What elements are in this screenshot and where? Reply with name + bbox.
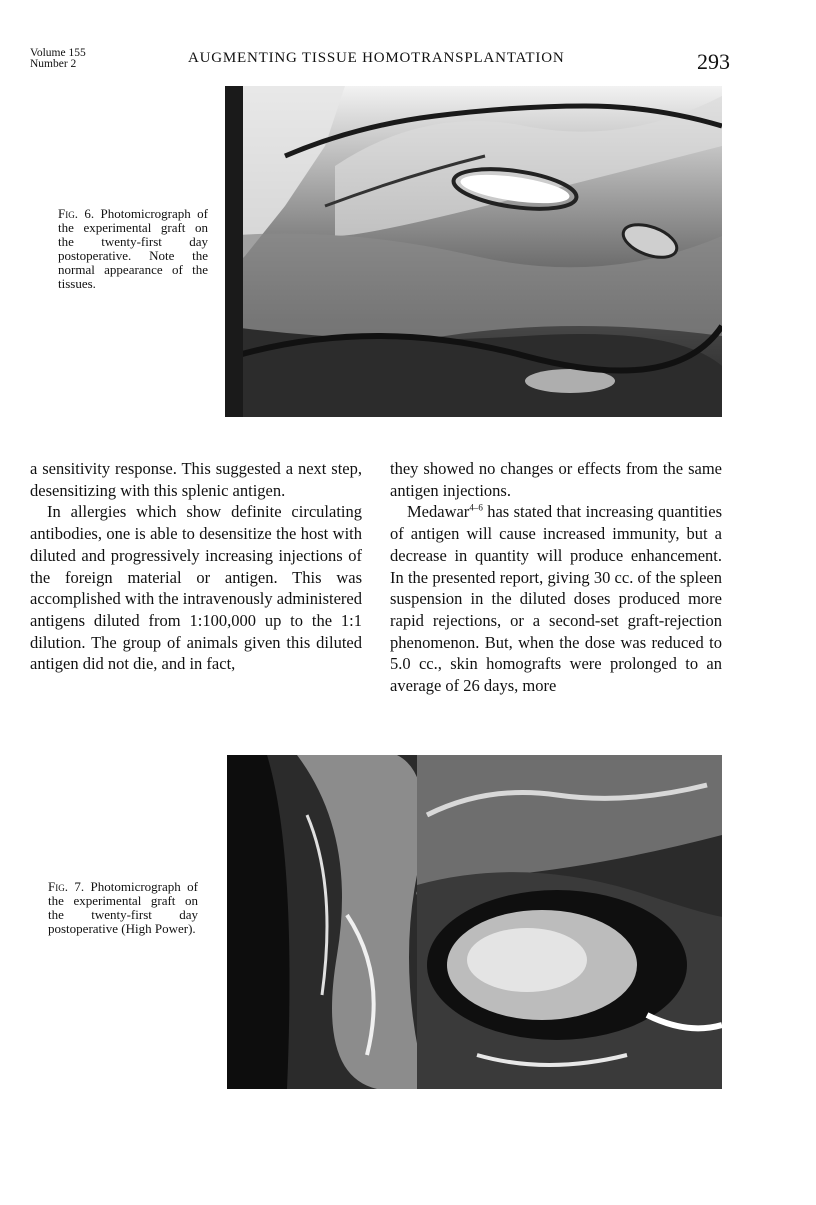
paragraph: a sensitivity response. This suggested a next step, desensitizing with this splenic antigen.: [30, 459, 362, 500]
figure-6-photomicrograph: [225, 86, 722, 417]
body-left-column: [30, 458, 362, 675]
figure-7-label: Fig. 7.: [48, 879, 85, 894]
volume-label: Volume 155: [30, 47, 86, 59]
paragraph: they showed no changes or effects from the same antigen injections.: [390, 459, 722, 500]
running-title: AUGMENTING TISSUE HOMOTRANSPLANTATION: [188, 50, 565, 66]
number-label: Number 2: [30, 58, 77, 70]
author-name: Medawar: [407, 502, 470, 522]
paragraph: [390, 501, 722, 696]
figure-7-caption: [48, 880, 198, 936]
paragraph-text: has stated that increasing quantities of antigen will cause increased immunity, but a decrease in quantity will produce enhancement. In the presented report, giving 30 cc. of the spleen suspension in the diluted doses produced more rapid rejections, or a second-set graft-rejection phenomenon. But, when the dose was reduced to 5.0 cc., skin homografts were prolonged to an average of 26 days, more: [390, 502, 722, 696]
micrograph-6-image: [225, 86, 722, 417]
running-head: [30, 48, 730, 78]
volume-info: [30, 48, 86, 70]
figure-6-caption-text: Photomicrograph of the experimental graft on the twenty-first day postoperative. Note the normal appearance of the tissues.: [58, 206, 208, 291]
paragraph: In allergies which show definite circulating antibodies, one is able to desensitize the host with diluted and progressively increasing injections of the foreign material or antigen. This was accomplished with the intravenously administered antigens diluted from 1:100,000 up to the 1:1 dilution. The group of animals given this diluted antigen did not die, and in fact,: [30, 502, 362, 674]
figure-6-caption: [58, 207, 208, 291]
reference-superscript: 4–6: [469, 502, 483, 513]
figure-6-label: Fig. 6.: [58, 206, 95, 221]
micrograph-7-image: [227, 755, 722, 1089]
page-number: 293: [697, 49, 730, 74]
figure-7-caption-text: Photomicrograph of the experimental graft on the twenty-first day postoperative (High Power).: [48, 879, 198, 936]
figure-7-photomicrograph: [227, 755, 722, 1089]
body-right-column: [390, 458, 722, 697]
